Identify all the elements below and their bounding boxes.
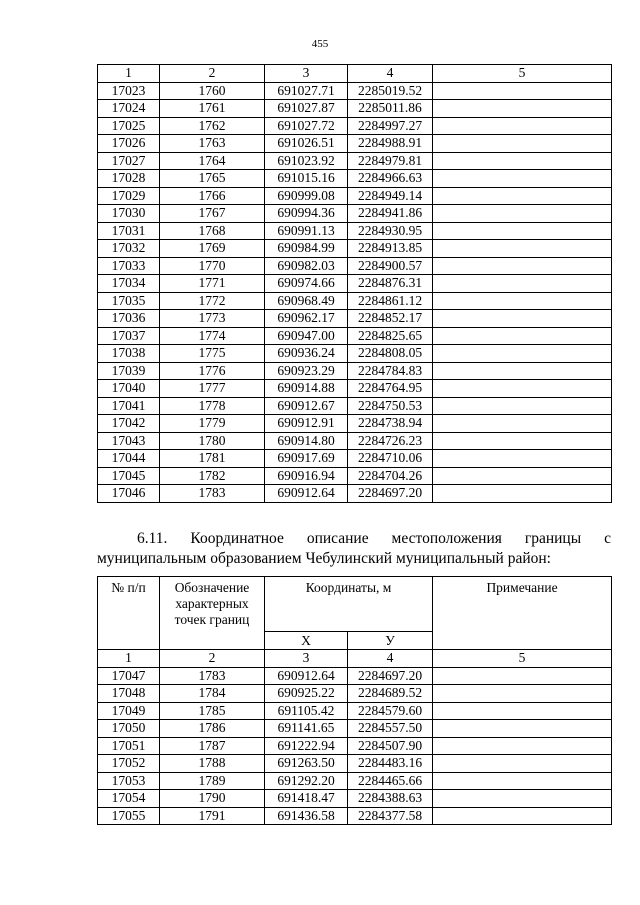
table-cell: 17045: [98, 467, 160, 485]
table-row: [98, 257, 612, 275]
table-cell: 17031: [98, 222, 160, 240]
table-cell: 1762: [160, 117, 265, 135]
table-cell: 2284507.90: [348, 737, 433, 755]
section-heading-line-2: муниципальным образованием Чебулинский муниципальный район:: [97, 550, 551, 567]
table-cell: [433, 205, 612, 223]
table-row: [98, 82, 612, 100]
table-cell: [433, 100, 612, 118]
table-cell: 690968.49: [265, 292, 348, 310]
table-cell: 17053: [98, 772, 160, 790]
table-cell: 17054: [98, 790, 160, 808]
header-row: [98, 577, 612, 632]
header-designation: Обозначение характерных точек границ: [160, 577, 265, 650]
table-row: [98, 170, 612, 188]
table-cell: [433, 135, 612, 153]
table-cell: 691105.42: [265, 702, 348, 720]
table-cell: [433, 240, 612, 258]
table-cell: [433, 117, 612, 135]
table-cell: 1770: [160, 257, 265, 275]
column-number: 2: [160, 650, 265, 668]
table-cell: 691263.50: [265, 755, 348, 773]
table-row: [98, 772, 612, 790]
table-cell: 17024: [98, 100, 160, 118]
table-cell: 2284388.63: [348, 790, 433, 808]
table-cell: 1777: [160, 380, 265, 398]
table-cell: 2284949.14: [348, 187, 433, 205]
table-cell: [433, 380, 612, 398]
table-cell: 17041: [98, 397, 160, 415]
table-cell: 1772: [160, 292, 265, 310]
table-cell: 17048: [98, 685, 160, 703]
table-cell: 2284808.05: [348, 345, 433, 363]
table-cell: [433, 397, 612, 415]
table-cell: 2284377.58: [348, 807, 433, 825]
table-cell: 17038: [98, 345, 160, 363]
table-cell: 17036: [98, 310, 160, 328]
table-row: [98, 685, 612, 703]
table-cell: 691292.20: [265, 772, 348, 790]
table-cell: 2284941.86: [348, 205, 433, 223]
table-cell: 2284483.16: [348, 755, 433, 773]
table-cell: 1781: [160, 450, 265, 468]
table-row: [98, 275, 612, 293]
header-x: Х: [265, 632, 348, 650]
table-row: [98, 397, 612, 415]
table-cell: 2284997.27: [348, 117, 433, 135]
table-cell: [433, 450, 612, 468]
table-cell: [433, 222, 612, 240]
table-cell: 691015.16: [265, 170, 348, 188]
table-cell: 1789: [160, 772, 265, 790]
table-cell: [433, 415, 612, 433]
table-cell: 1763: [160, 135, 265, 153]
table-cell: 1768: [160, 222, 265, 240]
table-cell: 2284704.26: [348, 467, 433, 485]
table-row: [98, 362, 612, 380]
table-cell: [433, 702, 612, 720]
table-row: [98, 450, 612, 468]
table-row: [98, 467, 612, 485]
table-cell: 690994.36: [265, 205, 348, 223]
table-cell: [433, 82, 612, 100]
table-cell: 17047: [98, 667, 160, 685]
table-cell: 1774: [160, 327, 265, 345]
table-cell: [433, 345, 612, 363]
table-cell: [433, 485, 612, 503]
table-row: [98, 432, 612, 450]
column-number: 5: [433, 65, 612, 83]
table-cell: [433, 310, 612, 328]
table-cell: 690914.80: [265, 432, 348, 450]
table-cell: 691141.65: [265, 720, 348, 738]
table-row: [98, 807, 612, 825]
table-cell: 2285019.52: [348, 82, 433, 100]
table-cell: 2284825.65: [348, 327, 433, 345]
table-cell: 17046: [98, 485, 160, 503]
table-cell: [433, 152, 612, 170]
table-cell: 1782: [160, 467, 265, 485]
table-cell: 17051: [98, 737, 160, 755]
table-cell: 2284465.66: [348, 772, 433, 790]
table-cell: 690984.99: [265, 240, 348, 258]
table-cell: 690991.13: [265, 222, 348, 240]
table-row: [98, 310, 612, 328]
column-number: 5: [433, 650, 612, 668]
table-cell: [433, 807, 612, 825]
table-cell: 1785: [160, 702, 265, 720]
table-cell: 2284784.83: [348, 362, 433, 380]
table-cell: 1776: [160, 362, 265, 380]
table-cell: 17042: [98, 415, 160, 433]
table-cell: [433, 755, 612, 773]
table-cell: 690974.66: [265, 275, 348, 293]
table-cell: [433, 327, 612, 345]
column-number: 4: [348, 650, 433, 668]
table-cell: 690912.64: [265, 667, 348, 685]
table-row: [98, 790, 612, 808]
table-cell: 690936.24: [265, 345, 348, 363]
table-cell: 1790: [160, 790, 265, 808]
table-cell: 17033: [98, 257, 160, 275]
table-cell: 1783: [160, 667, 265, 685]
table-cell: 690923.29: [265, 362, 348, 380]
table-cell: 1775: [160, 345, 265, 363]
table-cell: 1769: [160, 240, 265, 258]
table-cell: 1765: [160, 170, 265, 188]
table-cell: 2284913.85: [348, 240, 433, 258]
table-cell: 1780: [160, 432, 265, 450]
table-cell: 690999.08: [265, 187, 348, 205]
table-row: [98, 205, 612, 223]
table-cell: 17040: [98, 380, 160, 398]
table-cell: 2284966.63: [348, 170, 433, 188]
table-cell: [433, 187, 612, 205]
table-cell: 1784: [160, 685, 265, 703]
table-cell: [433, 257, 612, 275]
table-row: [98, 222, 612, 240]
column-number: 1: [98, 650, 160, 668]
table-cell: 17052: [98, 755, 160, 773]
table-cell: 2284876.31: [348, 275, 433, 293]
table-cell: 690912.91: [265, 415, 348, 433]
table-row: [98, 152, 612, 170]
table-cell: 690916.94: [265, 467, 348, 485]
table-cell: 690914.88: [265, 380, 348, 398]
table-cell: 2284979.81: [348, 152, 433, 170]
table-cell: 17050: [98, 720, 160, 738]
table-cell: 17027: [98, 152, 160, 170]
table-row: [98, 135, 612, 153]
header-coordinates: Координаты, м: [265, 577, 433, 632]
table-cell: 690925.22: [265, 685, 348, 703]
table-cell: 1778: [160, 397, 265, 415]
column-number: 4: [348, 65, 433, 83]
table-cell: 2284726.23: [348, 432, 433, 450]
column-number: 3: [265, 650, 348, 668]
table-cell: 1764: [160, 152, 265, 170]
table-cell: [433, 292, 612, 310]
table-cell: 690947.00: [265, 327, 348, 345]
table-cell: 17023: [98, 82, 160, 100]
table-row: [98, 737, 612, 755]
table-row: [98, 755, 612, 773]
table-cell: 1783: [160, 485, 265, 503]
table-row: [98, 667, 612, 685]
table-cell: 2284930.95: [348, 222, 433, 240]
table-cell: 17025: [98, 117, 160, 135]
table-cell: [433, 432, 612, 450]
section-heading-line-1: 6.11. Координатное описание местоположения границы с: [137, 530, 611, 547]
table-row: [98, 240, 612, 258]
table-row: [98, 485, 612, 503]
column-number: 3: [265, 65, 348, 83]
table-cell: 691436.58: [265, 807, 348, 825]
table-cell: 690912.64: [265, 485, 348, 503]
table-cell: [433, 772, 612, 790]
table-cell: [433, 467, 612, 485]
table-cell: 691418.47: [265, 790, 348, 808]
table-cell: [433, 720, 612, 738]
table-row: [98, 720, 612, 738]
table-cell: [433, 685, 612, 703]
table-cell: 17030: [98, 205, 160, 223]
table-cell: [433, 737, 612, 755]
table-cell: 691026.51: [265, 135, 348, 153]
table-cell: 1761: [160, 100, 265, 118]
page-number: 455: [311, 38, 329, 50]
table-body: [98, 667, 612, 825]
table-cell: 691023.92: [265, 152, 348, 170]
coordinates-table-continued: [97, 64, 612, 503]
table-cell: 691027.72: [265, 117, 348, 135]
table-cell: 2284579.60: [348, 702, 433, 720]
table-body: [98, 82, 612, 502]
column-number-row: [98, 65, 612, 83]
table-cell: 17049: [98, 702, 160, 720]
column-number-row: [98, 650, 612, 668]
table-cell: 2284697.20: [348, 667, 433, 685]
table-cell: 2284697.20: [348, 485, 433, 503]
column-number: 1: [98, 65, 160, 83]
table-cell: 690982.03: [265, 257, 348, 275]
table-cell: 17029: [98, 187, 160, 205]
table-cell: 1787: [160, 737, 265, 755]
table-cell: 1786: [160, 720, 265, 738]
table-row: [98, 292, 612, 310]
table-row: [98, 345, 612, 363]
table-cell: 691222.94: [265, 737, 348, 755]
table-cell: [433, 667, 612, 685]
table-cell: 2284557.50: [348, 720, 433, 738]
table-cell: 1767: [160, 205, 265, 223]
table-cell: 17039: [98, 362, 160, 380]
coordinates-table: [97, 576, 612, 825]
table-cell: 17037: [98, 327, 160, 345]
header-y: У: [348, 632, 433, 650]
table-cell: 17035: [98, 292, 160, 310]
table-cell: 17044: [98, 450, 160, 468]
table-cell: 2284689.52: [348, 685, 433, 703]
table-cell: [433, 790, 612, 808]
table-cell: 17032: [98, 240, 160, 258]
table-cell: 1788: [160, 755, 265, 773]
table-row: [98, 327, 612, 345]
table-cell: [433, 170, 612, 188]
table-cell: 2284750.53: [348, 397, 433, 415]
table-cell: 690912.67: [265, 397, 348, 415]
table-cell: 2284710.06: [348, 450, 433, 468]
table-cell: 1760: [160, 82, 265, 100]
table-cell: 17034: [98, 275, 160, 293]
table-cell: 2285011.86: [348, 100, 433, 118]
table-cell: 690962.17: [265, 310, 348, 328]
table-cell: 691027.87: [265, 100, 348, 118]
table-cell: [433, 362, 612, 380]
table-cell: 17026: [98, 135, 160, 153]
table-cell: 691027.71: [265, 82, 348, 100]
table-cell: 2284852.17: [348, 310, 433, 328]
table-cell: 2284764.95: [348, 380, 433, 398]
table-cell: [433, 275, 612, 293]
header-note: Примечание: [433, 577, 612, 650]
table-cell: 1766: [160, 187, 265, 205]
table-cell: 1791: [160, 807, 265, 825]
table-cell: 2284738.94: [348, 415, 433, 433]
header-number: № п/п: [98, 577, 160, 650]
table-cell: 2284988.91: [348, 135, 433, 153]
table-cell: 2284900.57: [348, 257, 433, 275]
table-cell: 1771: [160, 275, 265, 293]
table-cell: 17028: [98, 170, 160, 188]
table-cell: 17055: [98, 807, 160, 825]
table-row: [98, 702, 612, 720]
table-cell: 17043: [98, 432, 160, 450]
table-cell: 1773: [160, 310, 265, 328]
table-row: [98, 100, 612, 118]
table-row: [98, 187, 612, 205]
column-number: 2: [160, 65, 265, 83]
table-cell: 690917.69: [265, 450, 348, 468]
table-row: [98, 380, 612, 398]
table-cell: 1779: [160, 415, 265, 433]
table-cell: 2284861.12: [348, 292, 433, 310]
table-row: [98, 117, 612, 135]
table-row: [98, 415, 612, 433]
